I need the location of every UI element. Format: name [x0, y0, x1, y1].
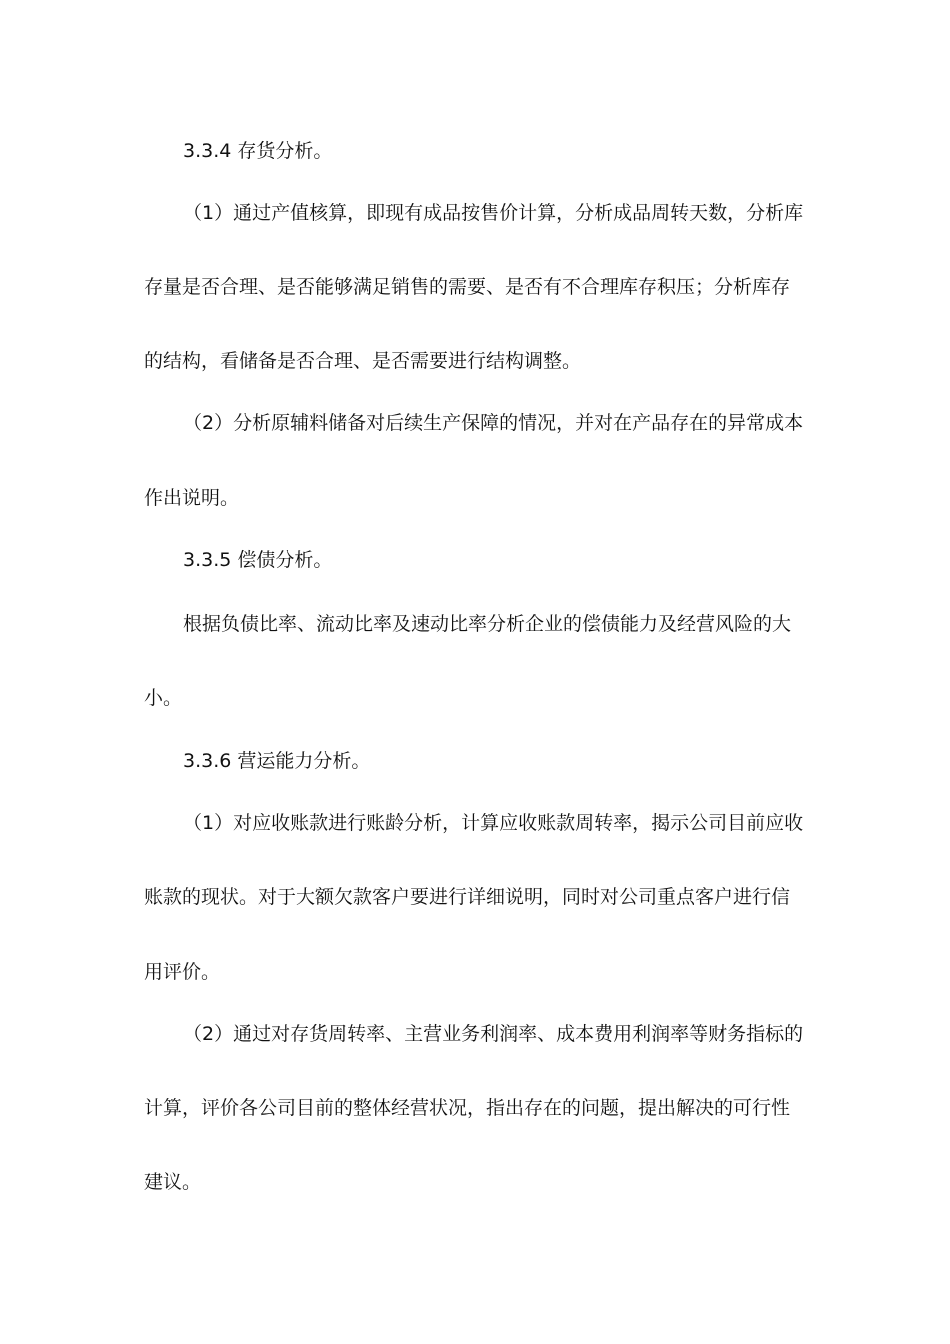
paragraph-line: 存量是否合理、是否能够满足销售的需要、是否有不合理库存积压；分析库存 — [144, 276, 791, 298]
paragraph-line: 小。 — [144, 687, 183, 709]
paragraph-line: （2）通过对存货周转率、主营业务利润率、成本费用利润率等财务指标的 — [183, 1023, 804, 1045]
paragraph-line: 账款的现状。对于大额欠款客户要进行详细说明，同时对公司重点客户进行信 — [144, 886, 791, 908]
section-heading-3-3-6: 3.3.6 营运能力分析。 — [183, 750, 371, 772]
paragraph-line: 根据负债比率、流动比率及速动比率分析企业的偿债能力及经营风险的大 — [183, 613, 792, 635]
paragraph-line: 建议。 — [144, 1171, 202, 1193]
section-heading-3-3-4: 3.3.4 存货分析。 — [183, 140, 333, 162]
paragraph-line: （2）分析原辅料储备对后续生产保障的情况，并对在产品存在的异常成本 — [183, 412, 804, 434]
paragraph-line: （1）对应收账款进行账龄分析，计算应收账款周转率，揭示公司目前应收 — [183, 812, 804, 834]
paragraph-line: 计算，评价各公司目前的整体经营状况，指出存在的问题，提出解决的可行性 — [144, 1097, 791, 1119]
paragraph-line: 作出说明。 — [144, 487, 240, 509]
paragraph-line: 的结构，看储备是否合理、是否需要进行结构调整。 — [144, 350, 582, 372]
paragraph-line: 用评价。 — [144, 961, 221, 983]
paragraph-line: （1）通过产值核算，即现有成品按售价计算，分析成品周转天数，分析库 — [183, 202, 804, 224]
section-heading-3-3-5: 3.3.5 偿债分析。 — [183, 549, 333, 571]
